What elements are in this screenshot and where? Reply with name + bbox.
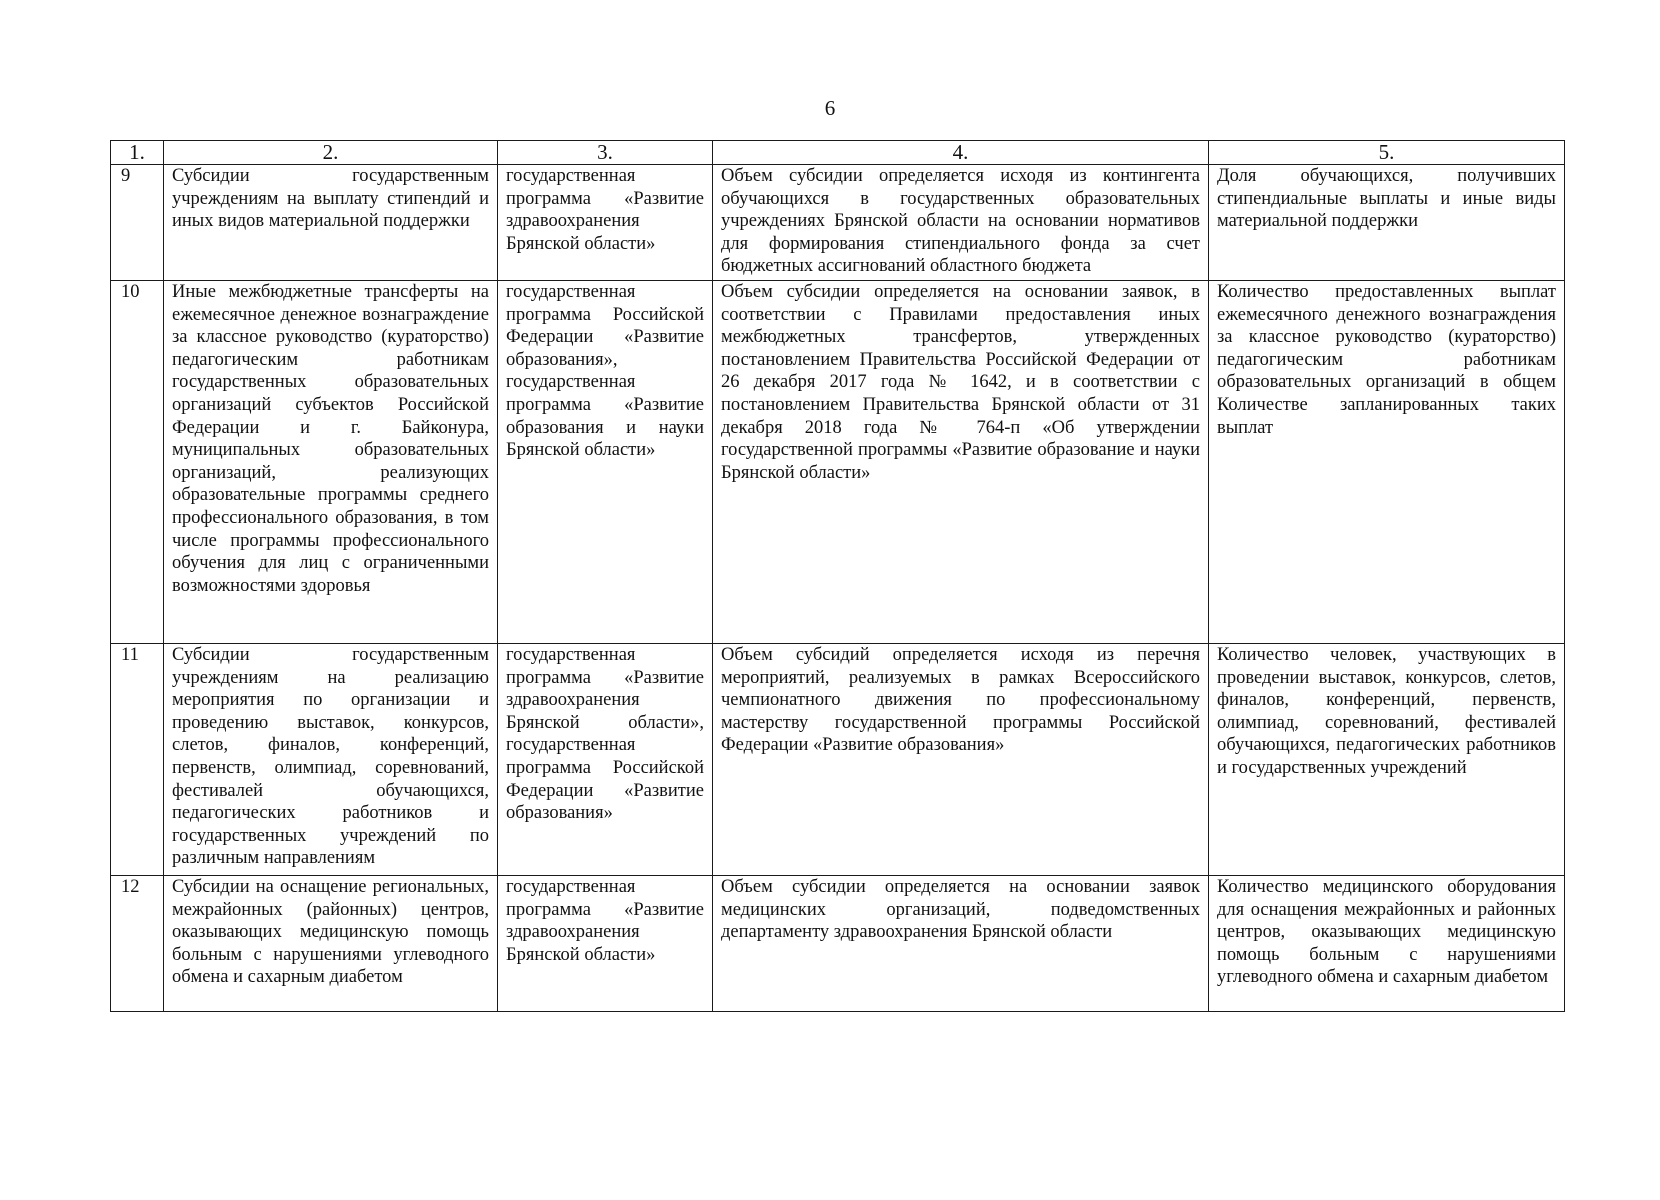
subsidy-name-cell: Субсидии на оснащение региональных, межрайонных (районных) центров, оказывающих медицинскую помощь больным с нарушениями углеводного обмена и сахарным диабетом xyxy=(164,876,498,1012)
subsidies-table xyxy=(110,140,1565,1012)
program-cell: государственная программа «Развитие здравоохранения Брянской области» xyxy=(498,876,713,1012)
indicator-cell: Количество медицинского оборудования для оснащения межрайонных и районных центров, оказывающих медицинскую помощь больным с нарушениями углеводного обмена и сахарным диабетом xyxy=(1209,876,1565,1012)
table-row xyxy=(111,876,1565,1012)
table-row xyxy=(111,165,1565,281)
program-cell: государственная программа Российской Федерации «Развитие образования», государственная программа «Развитие образования и науки Брянской области» xyxy=(498,281,713,644)
subsidy-name-cell: Иные межбюджетные трансферты на ежемесячное денежное вознаграждение за классное руководство (кураторство) педагогическим работникам государственных образовательных организаций субъектов Российской Федерации и г. Байконура, муниципальных образовательных организаций, реализующих образовательные программы среднего профессионального образования, в том числе программы профессионального обучения для лиц с ограниченными возможностями здоровья xyxy=(164,281,498,644)
volume-method-cell: Объем субсидии определяется на основании заявок, в соответствии с Правилами предоставления иных межбюджетных трансфертов, утвержденных постановлением Правительства Российской Федерации от 26 декабря 2017 года № 1642, и в соответствии с постановлением Правительства Брянской области от 31 декабря 2018 года № 764-п «Об утверждении государственной программы «Развитие образование и науки Брянской области» xyxy=(713,281,1209,644)
page-number: 6 xyxy=(824,96,836,120)
volume-method-cell: Объем субсидии определяется исходя из контингента обучающихся в государственных образовательных учреждениях Брянской области на основании нормативов для формирования стипендиального фонда за счет бюджетных ассигнований областного бюджета xyxy=(713,165,1209,281)
row-number: 12 xyxy=(111,876,164,1012)
row-number: 9 xyxy=(111,165,164,281)
indicator-cell: Количество предоставленных выплат ежемесячного денежного вознаграждения за классное руководство (кураторство) педагогическим работникам образовательных организаций в общем Количестве запланированных таких выплат xyxy=(1209,281,1565,644)
column-header: 1. xyxy=(111,141,164,165)
subsidy-name-cell: Субсидии государственным учреждениям на выплату стипендий и иных видов материальной поддержки xyxy=(164,165,498,281)
row-number: 11 xyxy=(111,644,164,876)
program-cell: государственная программа «Развитие здравоохранения Брянской области», государственная программа Российской Федерации «Развитие образования» xyxy=(498,644,713,876)
table-row xyxy=(111,281,1565,644)
program-cell: государственная программа «Развитие здравоохранения Брянской области» xyxy=(498,165,713,281)
volume-method-cell: Объем субсидии определяется на основании заявок медицинских организаций, подведомственных департаменту здравоохранения Брянской области xyxy=(713,876,1209,1012)
table-header-row xyxy=(111,141,1565,165)
column-header: 5. xyxy=(1209,141,1565,165)
column-header: 2. xyxy=(164,141,498,165)
indicator-cell: Количество человек, участвующих в проведении выставок, конкурсов, слетов, финалов, конференций, первенств, олимпиад, соревнований, фестивалей обучающихся, педагогических работников и государственных учреждений xyxy=(1209,644,1565,876)
subsidy-name-cell: Субсидии государственным учреждениям на реализацию мероприятия по организации и проведению выставок, конкурсов, слетов, финалов, конференций, первенств, олимпиад, соревнований, фестивалей обучающихся, педагогических работников и государственных учреждений по различным направлениям xyxy=(164,644,498,876)
volume-method-cell: Объем субсидий определяется исходя из перечня мероприятий, реализуемых в рамках Всероссийского чемпионатного движения по профессиональному мастерству государственной программы Российской Федерации «Развитие образования» xyxy=(713,644,1209,876)
table-row xyxy=(111,644,1565,876)
column-header: 4. xyxy=(713,141,1209,165)
row-number: 10 xyxy=(111,281,164,644)
column-header: 3. xyxy=(498,141,713,165)
indicator-cell: Доля обучающихся, получивших стипендиальные выплаты и иные виды материальной поддержки xyxy=(1209,165,1565,281)
